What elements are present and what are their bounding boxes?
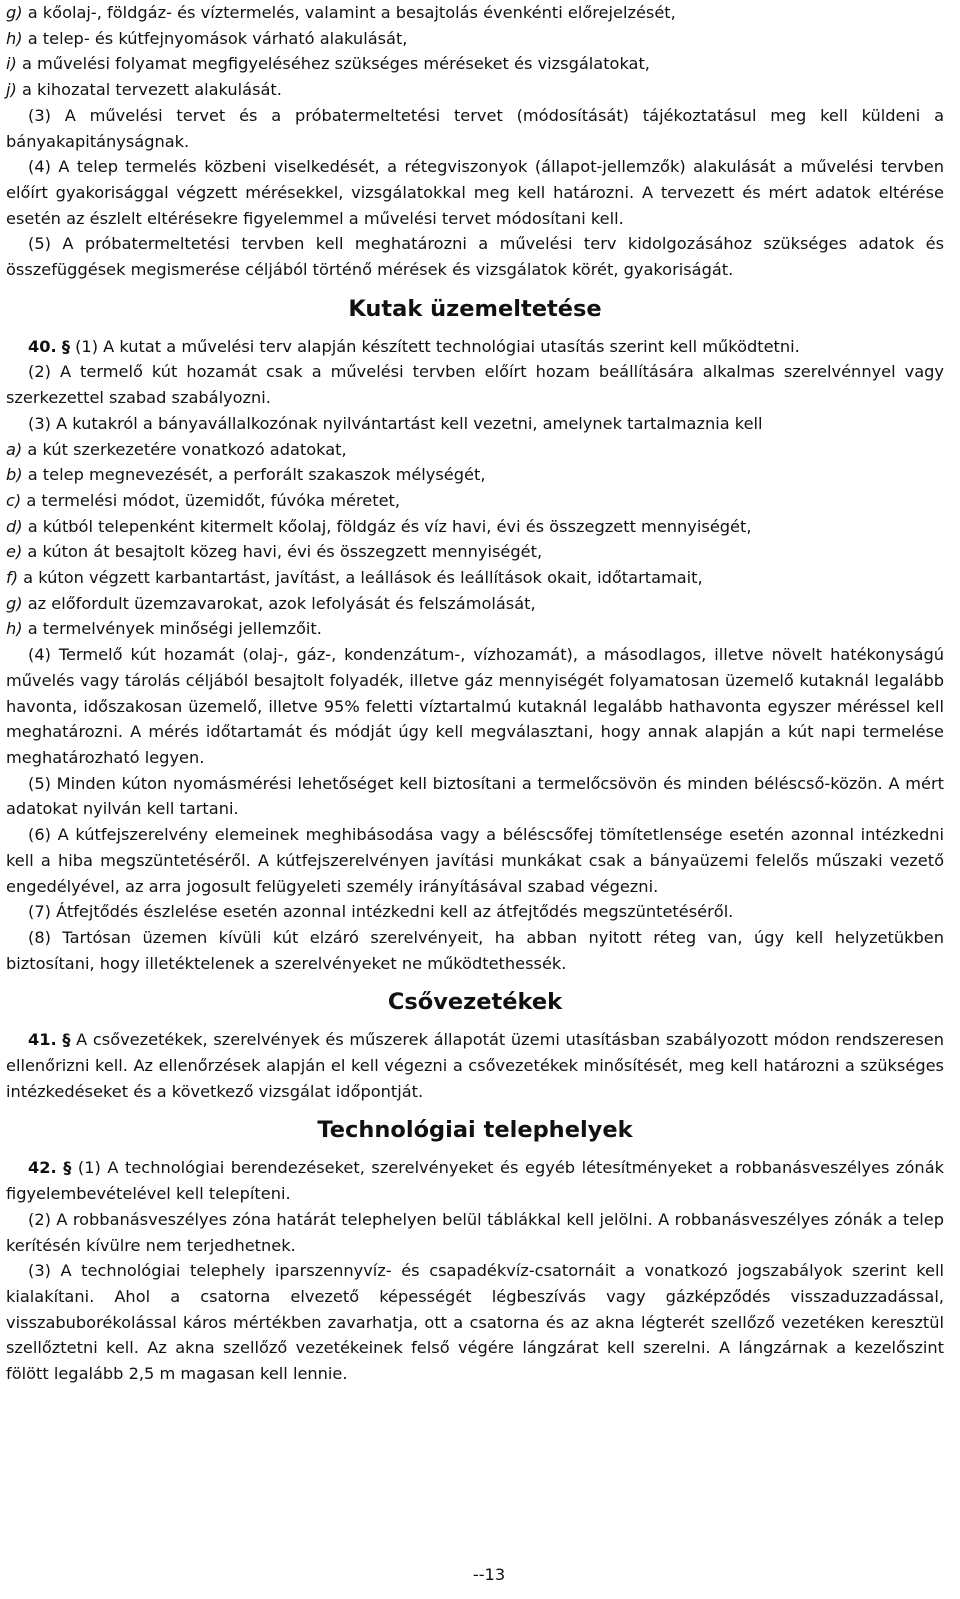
- paragraph-text: (1) A technológiai berendezéseket, szerelvényeket és egyéb létesítményeket a robbanásveszélyes zónák figyelembevételével kell telepíteni.: [6, 1158, 944, 1204]
- list-item-i: [6, 51, 944, 77]
- item-text: a kúton végzett karbantartást, javítást, a leállások és leállítások okait, időtartamait,: [18, 568, 703, 588]
- paragraph-42-2: (2) A robbanásveszélyes zóna határát telephelyen belül táblákkal kell jelölni. A robbanásveszélyes zónák a telep kerítésén kívülre nem terjedhetnek.: [6, 1209, 944, 1255]
- paragraph-text: (1) A kutat a művelési terv alapján készített technológiai utasítás szerint kell működtetni.: [69, 336, 800, 356]
- item-letter: h): [6, 28, 23, 48]
- paragraph-40-3: (3) A kutakról a bányavállalkozónak nyilvántartást kell vezetni, amelynek tartalmaznia kell: [28, 413, 763, 433]
- item-letter: i): [6, 54, 17, 74]
- section-number: 42.: [28, 1158, 57, 1178]
- item-text: a termelési módot, üzemidőt, fúvóka méretet,: [21, 490, 401, 510]
- item-letter: h): [6, 619, 23, 639]
- list-item-g2: [6, 591, 944, 617]
- item-text: a kőolaj-, földgáz- és víztermelés, valamint a besajtolás évenkénti előrejelzését,: [22, 3, 676, 22]
- item-text: a telep megnevezését, a perforált szakaszok mélységét,: [22, 465, 486, 485]
- item-text: a kihozatal tervezett alakulását.: [16, 80, 282, 100]
- list-item-b: [6, 462, 944, 488]
- paragraph-40-4: (4) Termelő kút hozamát (olaj-, gáz-, kondenzátum-, vízhozamát), a másodlagos, illetve növelt hatékonyságú művelés vagy tárolás céljából besajtolt folyadék, illetve gáz mennyiségét folyamatosan üzemelő kutaknál legalább havonta, időszakosan üzemelő, illetve 95% feletti víztartalmú kutaknál legalább hathavonta egyszer méréssel kell meghatározni. A mérés időtartamát és módját úgy kell megválasztani, hogy annak alapján a kút napi termelése meghatározható legyen.: [6, 645, 944, 767]
- list-item-f: [6, 565, 944, 591]
- section-number: 40.: [28, 336, 57, 356]
- item-letter: g): [6, 593, 23, 613]
- paragraph-sign: §: [63, 1158, 72, 1178]
- item-text: a kút szerkezetére vonatkozó adatokat,: [22, 439, 347, 459]
- list-item-c: [6, 488, 944, 514]
- paragraph-40-2: (2) A termelő kút hozamát csak a művelési tervben előírt hozam beállítására alkalmas szerelvénnyel vagy szerkezettel szabad szabályozni.: [6, 362, 944, 408]
- item-letter: b): [6, 465, 23, 485]
- paragraph-text: A csővezetékek, szerelvények és műszerek állapotát üzemi utasításban szabályozott módon rendszeresen ellenőrizni kell. Az ellenőrzések alapján el kell végezni a csővezetékek minősítését, meg kell határozni a szükséges intézkedéseket és a következő vizsgálat időpontját.: [6, 1030, 944, 1101]
- section-heading-csovezetekek: Csővezetékek: [387, 989, 563, 1016]
- paragraph-40-1: [6, 334, 944, 360]
- item-letter: f): [6, 568, 19, 588]
- list-item-a: [6, 437, 944, 463]
- item-letter: c): [6, 490, 22, 510]
- paragraph-39-4: (4) A telep termelés közbeni viselkedését, a rétegviszonyok (állapot-jellemzők) alakulását a művelési tervben előírt gyakorisággal végzett mérésekkel, vizsgálatokkal meg kell határozni. A tervezett és mért adatok eltérése esetén az észlelt eltérésekre figyelemmel a művelési tervet módosítani kell.: [6, 157, 944, 228]
- item-text: a művelési folyamat megfigyeléséhez szükséges méréseket és vizsgálatokat,: [16, 54, 650, 74]
- paragraph-42-1: [6, 1155, 944, 1206]
- paragraph-42-3: (3) A technológiai telephely iparszennyvíz- és csapadékvíz-csatornáit a vonatkozó jogszabályok szerint kell kialakítani. Ahol a csatorna elvezető képességét légbeszívás vagy gázképződés visszaduzzadással, visszabuborékolással káros mértékben zavarhatja, ott a csatorna és az akna légterét szellőző vezetéken keresztül szellőztetni kell. Az akna szellőző vezetékeinek felső végére lángzárat kell szerelni. A lángzárnak a kezelőszint fölött legalább 2,5 m magasan kell lennie.: [6, 1261, 944, 1384]
- list-item-g: [6, 0, 944, 26]
- paragraph-41: [6, 1027, 944, 1104]
- item-letter: e): [6, 542, 23, 562]
- paragraph-sign: §: [62, 1030, 71, 1050]
- paragraph-39-5: (5) A próbatermeltetési tervben kell meghatározni a művelési terv kidolgozásához szükséges adatok és összefüggések megismerése céljából történő mérések és vizsgálatok körét, gyakoriságát.: [6, 234, 944, 280]
- item-text: a kútból telepenként kitermelt kőolaj, földgáz és víz havi, évi és összegzett mennyiségét,: [22, 516, 752, 536]
- list-item-d: [6, 514, 944, 540]
- section-heading-technologiai: Technológiai telephelyek: [317, 1117, 633, 1144]
- page-number: --13: [472, 1565, 506, 1584]
- document-page: [6, 0, 944, 1387]
- item-letter: j): [6, 80, 17, 100]
- paragraph-40-7: (7) Átfejtődés észlelése esetén azonnal intézkedni kell az átfejtődés megszüntetéséről.: [28, 902, 734, 922]
- list-item-j: [6, 77, 944, 103]
- item-letter: g): [6, 3, 23, 22]
- item-letter: d): [6, 516, 23, 536]
- list-item-e: [6, 539, 944, 565]
- paragraph-39-3: (3) A művelési tervet és a próbatermeltetési tervet (módosítását) tájékoztatásul meg kell küldeni a bányakapitányságnak.: [6, 105, 944, 151]
- paragraph-40-8: (8) Tartósan üzemen kívüli kút elzáró szerelvényeit, ha abban nyitott réteg van, úgy kell helyzetükben biztosítani, hogy illetéktelenek a szerelvényeket ne működtethessék.: [6, 927, 944, 973]
- item-text: a kúton át besajtolt közeg havi, évi és összegzett mennyiségét,: [22, 542, 543, 562]
- item-text: az előfordult üzemzavarokat, azok lefolyását és felszámolását,: [22, 593, 536, 613]
- item-text: a telep- és kútfejnyomások várható alakulását,: [22, 28, 408, 48]
- paragraph-40-5: (5) Minden kúton nyomásmérési lehetőséget kell biztosítani a termelőcsövön és minden béléscső-közön. A mért adatokat nyilván kell tartani.: [6, 773, 944, 819]
- list-item-h: [6, 26, 944, 52]
- paragraph-sign: §: [61, 336, 70, 356]
- section-heading-kutak: Kutak üzemeltetése: [348, 295, 602, 322]
- paragraph-40-6: (6) A kútfejszerelvény elemeinek meghibásodása vagy a béléscsőfej tömítetlensége esetén azonnal intézkedni kell a hiba megszüntetéséről. A kútfejszerelvényen javítási munkákat csak a bányaüzemi felelős műszaki vezető engedélyével, az arra jogosult felügyeleti személy irányításával szabad végezni.: [6, 825, 944, 896]
- item-text: a termelvények minőségi jellemzőit.: [22, 619, 322, 639]
- list-item-h2: [6, 616, 944, 642]
- item-letter: a): [6, 439, 23, 459]
- section-number: 41.: [28, 1030, 57, 1050]
